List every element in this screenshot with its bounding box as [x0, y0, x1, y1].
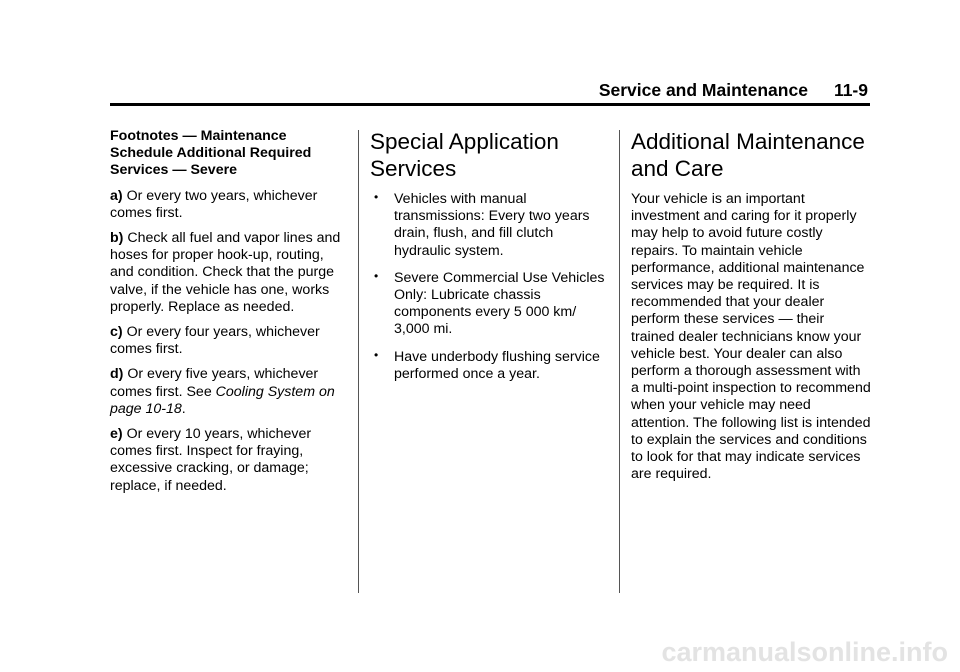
- footnote-text: Or every 10 years, whichever comes first. Inspect for fraying, excessive cracking, or damage; replace, if needed.: [110, 426, 312, 494]
- footnote-text: Check all fuel and vapor lines and hoses for proper hook-up, routing, and condition. Check that the purge valve, if the vehicle has one, works properly. Replace as needed.: [110, 230, 341, 315]
- footnote-a: [110, 188, 350, 222]
- footnote-b: [110, 230, 350, 316]
- additional-maintenance-column: [631, 128, 871, 483]
- list-item: [370, 191, 610, 260]
- footnote-e: [110, 426, 350, 495]
- list-item: [370, 270, 610, 339]
- cross-reference-link[interactable]: Cooling System on page 10-18: [110, 383, 335, 417]
- page-number: 11-9: [833, 80, 868, 100]
- special-application-list: [370, 191, 610, 383]
- footnote-c: [110, 324, 350, 358]
- footnotes-column: [110, 128, 350, 503]
- additional-maintenance-title: Additional Maintenance and Care: [631, 129, 865, 181]
- special-application-column: [370, 128, 610, 393]
- list-item: [370, 349, 610, 383]
- additional-maintenance-body: Your vehicle is an important investment and caring for it properly may help to avoid future costly repairs. To maintain vehicle performance, additional maintenance services may be required. It is recommended that your dealer perform these services — their trained dealer technicians know your vehicle best. Your dealer can also perform a thorough assessment with a multi-point inspection to recommend when your vehicle may need attention. The following list is intended to explain the services and conditions to look for that may indicate services are required.: [631, 191, 871, 483]
- watermark-logo: carmanualsonline.info: [661, 637, 948, 667]
- list-item-text: Have underbody flushing service performed once a year.: [394, 348, 600, 382]
- bullet-icon: •: [374, 347, 379, 362]
- footnote-text-end: .: [181, 400, 186, 417]
- section-title-header: Service and Maintenance: [598, 80, 808, 100]
- footnote-label: a): [110, 187, 123, 204]
- special-application-title: Special Application Services: [370, 129, 559, 181]
- footnote-label: c): [110, 324, 123, 341]
- bullet-icon: •: [374, 190, 379, 204]
- bullet-icon: •: [374, 268, 379, 283]
- footnote-text: Or every two years, whichever comes first.: [110, 187, 318, 221]
- page-header: [110, 80, 868, 101]
- footnotes-heading: Footnotes — Maintenance Schedule Additional Required Services — Severe: [110, 128, 312, 179]
- footnote-label: b): [110, 230, 124, 247]
- footnote-text: Or every five years, whichever comes first. See: [110, 366, 319, 400]
- list-item-text: Vehicles with manual transmissions: Every two years drain, flush, and fill clutch hydraulic system.: [394, 191, 590, 259]
- list-item-text: Severe Commercial Use Vehicles Only: Lubricate chassis components every 5 000 km/ 3,000 mi.: [394, 269, 605, 338]
- footnote-label: e): [110, 426, 123, 443]
- column-divider-1: [358, 130, 359, 593]
- column-divider-2: [619, 130, 620, 593]
- footnote-text: Or every four years, whichever comes first.: [110, 324, 320, 358]
- header-rule: [110, 103, 870, 106]
- footnote-d: [110, 366, 350, 418]
- footnote-label: d): [110, 366, 124, 383]
